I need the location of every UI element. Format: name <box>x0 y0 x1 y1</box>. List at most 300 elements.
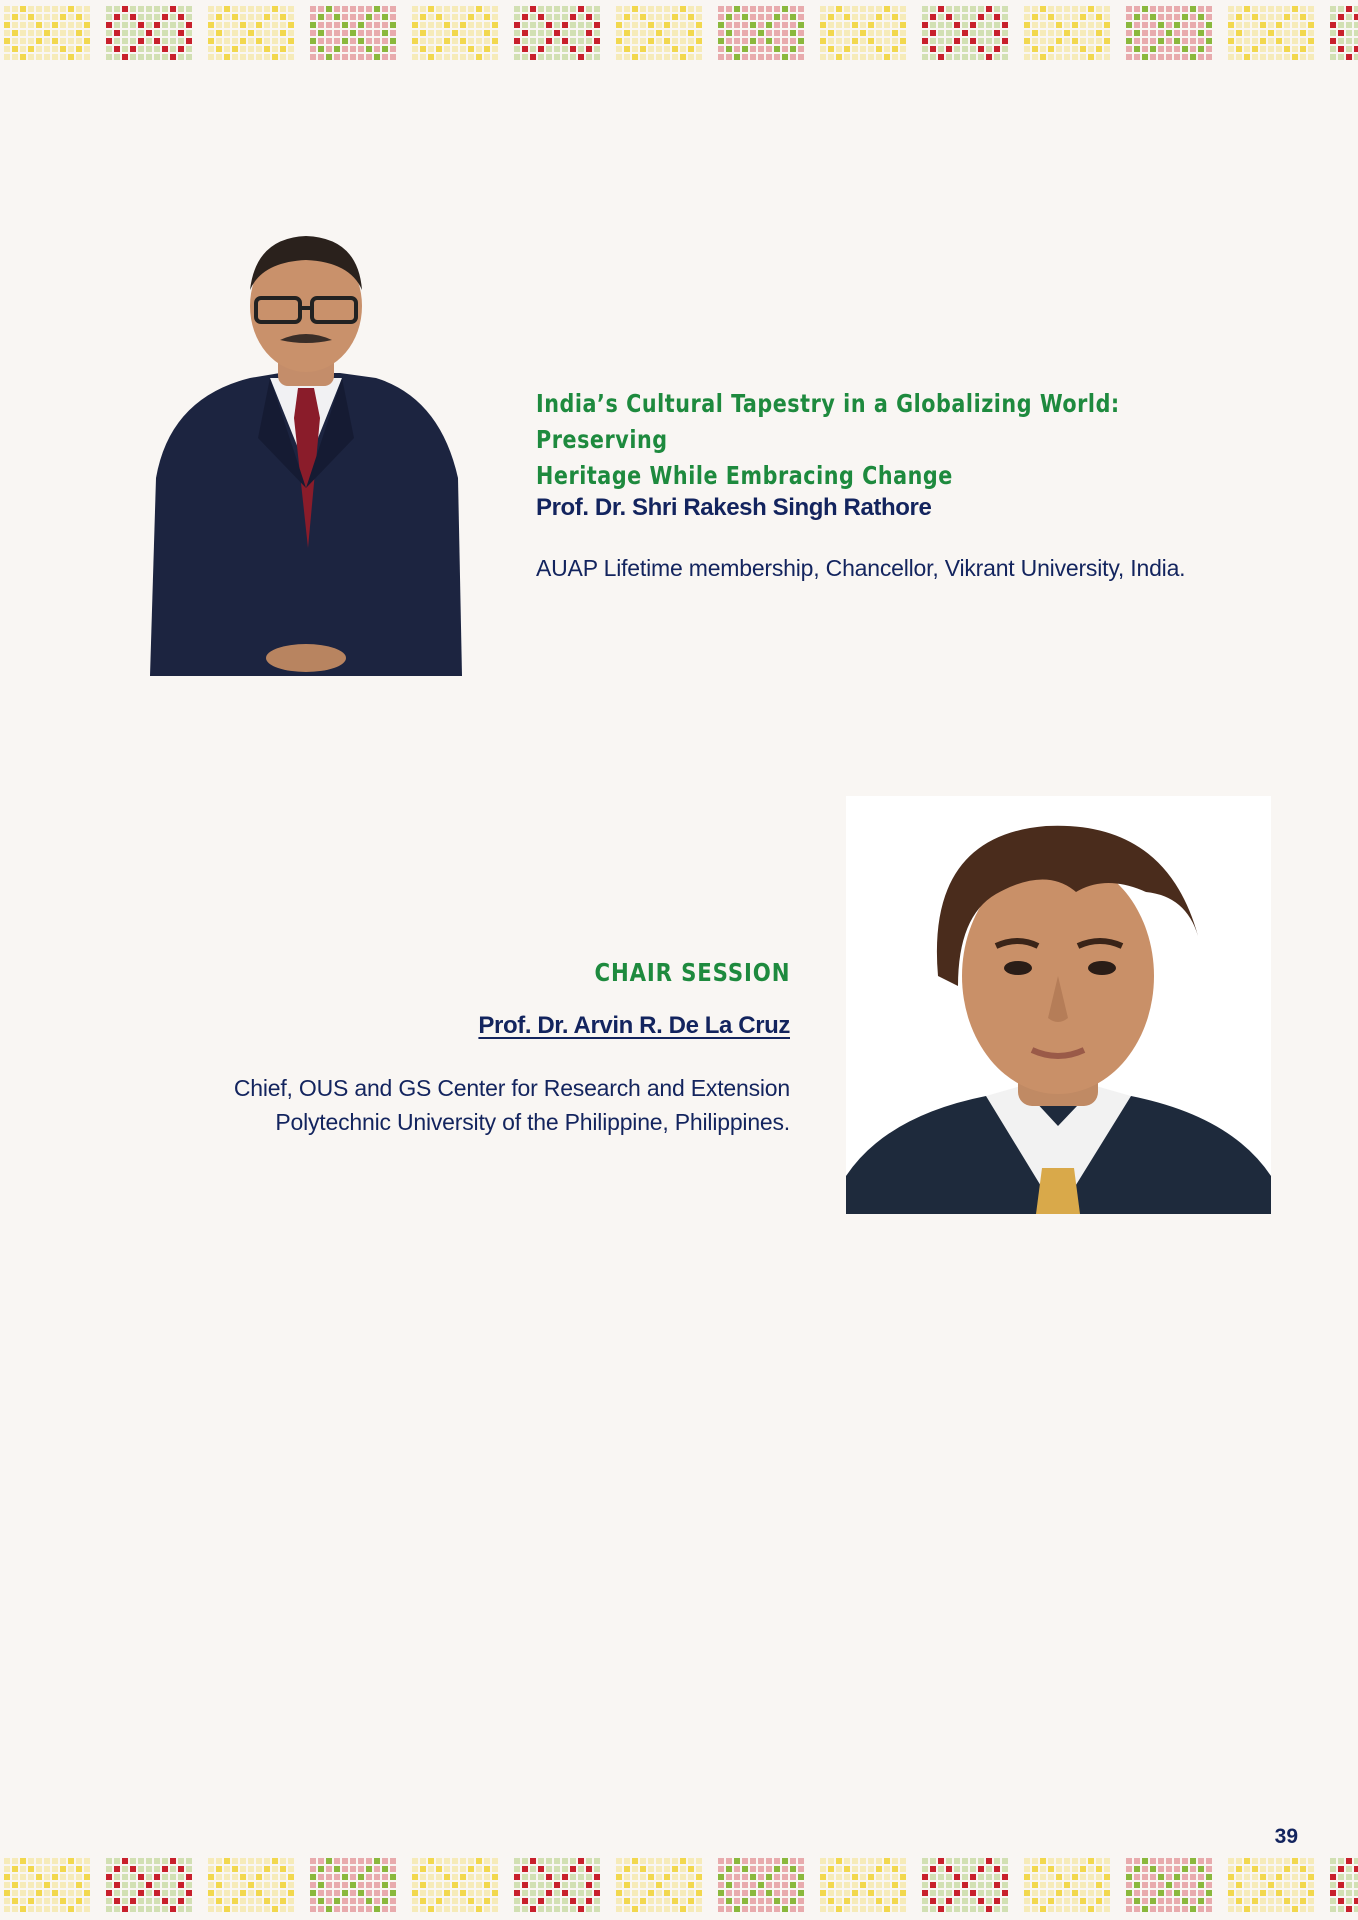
border-pixel <box>578 54 584 60</box>
border-pixel <box>1338 46 1344 52</box>
border-pixel <box>538 1890 544 1896</box>
border-pixel <box>758 1866 764 1872</box>
border-pixel <box>106 1882 112 1888</box>
border-pixel <box>76 1898 82 1904</box>
border-pixel <box>366 54 372 60</box>
border-pixel <box>342 1874 348 1880</box>
border-pixel <box>444 38 450 44</box>
border-pixel <box>280 6 286 12</box>
border-pixel <box>876 1906 882 1912</box>
border-pixel <box>954 1906 960 1912</box>
border-pixel <box>900 38 906 44</box>
border-pixel <box>538 38 544 44</box>
border-pixel <box>938 1858 944 1864</box>
border-pixel <box>860 46 866 52</box>
border-pixel <box>522 1874 528 1880</box>
border-pixel <box>790 1874 796 1880</box>
border-pixel <box>154 54 160 60</box>
border-pixel <box>688 1898 694 1904</box>
border-pixel <box>570 14 576 20</box>
border-pixel <box>790 14 796 20</box>
border-pixel <box>4 1858 10 1864</box>
border-pixel <box>342 1882 348 1888</box>
border-pixel <box>782 14 788 20</box>
border-pixel <box>76 1866 82 1872</box>
border-pixel <box>946 30 952 36</box>
chair-name: Prof. Dr. Arvin R. De La Cruz <box>478 1012 790 1039</box>
border-pixel <box>672 54 678 60</box>
border-pixel <box>452 1866 458 1872</box>
border-pixel <box>1096 1866 1102 1872</box>
border-pixel <box>1134 1906 1140 1912</box>
border-pixel <box>688 14 694 20</box>
border-pixel <box>12 1890 18 1896</box>
border-pixel <box>208 30 214 36</box>
border-pixel <box>1174 46 1180 52</box>
border-pixel <box>922 1874 928 1880</box>
border-pixel <box>616 1906 622 1912</box>
border-pixel <box>696 1866 702 1872</box>
border-pixel <box>1056 22 1062 28</box>
border-pixel <box>208 38 214 44</box>
border-pixel <box>1308 1866 1314 1872</box>
border-pixel <box>1150 1858 1156 1864</box>
border-pixel <box>420 1858 426 1864</box>
border-pixel <box>1040 38 1046 44</box>
border-pixel <box>578 1906 584 1912</box>
border-pixel <box>946 1866 952 1872</box>
border-pixel <box>264 1890 270 1896</box>
border-pixel <box>1268 6 1274 12</box>
border-pixel <box>1252 1906 1258 1912</box>
border-pixel <box>546 54 552 60</box>
border-pixel <box>522 1866 528 1872</box>
border-pixel <box>1024 30 1030 36</box>
border-pixel <box>938 1906 944 1912</box>
border-pixel <box>844 54 850 60</box>
border-pixel <box>570 30 576 36</box>
border-pixel <box>412 46 418 52</box>
border-pixel <box>122 1906 128 1912</box>
border-pixel <box>718 1890 724 1896</box>
border-pixel <box>766 30 772 36</box>
border-pixel <box>978 54 984 60</box>
border-pixel <box>1330 38 1336 44</box>
border-pixel <box>36 1858 42 1864</box>
border-pixel <box>60 38 66 44</box>
border-pixel <box>122 1898 128 1904</box>
border-pixel <box>350 22 356 28</box>
border-pixel <box>1244 46 1250 52</box>
border-pixel <box>594 46 600 52</box>
border-pixel <box>366 1882 372 1888</box>
border-pixel <box>44 1906 50 1912</box>
border-pixel <box>1088 1858 1094 1864</box>
border-pixel <box>76 22 82 28</box>
border-pixel <box>256 46 262 52</box>
border-pixel <box>350 46 356 52</box>
border-pixel <box>342 46 348 52</box>
border-pixel <box>1330 30 1336 36</box>
border-pixel <box>994 1898 1000 1904</box>
border-pixel <box>696 1898 702 1904</box>
border-pixel <box>1134 30 1140 36</box>
border-pixel <box>358 14 364 20</box>
border-pixel <box>688 54 694 60</box>
border-pixel <box>272 54 278 60</box>
border-pixel <box>868 1890 874 1896</box>
border-pixel <box>224 30 230 36</box>
border-pixel <box>114 1866 120 1872</box>
border-pixel <box>412 6 418 12</box>
border-pixel <box>718 1874 724 1880</box>
border-pixel <box>484 30 490 36</box>
border-pixel <box>798 1890 804 1896</box>
border-pixel <box>624 1866 630 1872</box>
border-pixel <box>484 1906 490 1912</box>
border-pixel <box>994 1866 1000 1872</box>
border-pixel <box>240 1866 246 1872</box>
border-pixel <box>1040 54 1046 60</box>
border-pixel <box>4 22 10 28</box>
border-pixel <box>514 30 520 36</box>
border-pixel <box>656 1890 662 1896</box>
border-pixel <box>1300 1874 1306 1880</box>
border-pixel <box>892 22 898 28</box>
border-pixel <box>530 1874 536 1880</box>
border-pixel <box>318 1858 324 1864</box>
border-pixel <box>264 1882 270 1888</box>
border-pixel <box>782 30 788 36</box>
border-pixel <box>256 6 262 12</box>
border-pixel <box>122 6 128 12</box>
border-pixel <box>36 46 42 52</box>
border-pixel <box>696 46 702 52</box>
border-pixel <box>334 54 340 60</box>
border-pixel <box>1268 30 1274 36</box>
border-pixel <box>1166 1866 1172 1872</box>
border-pixel <box>1024 1874 1030 1880</box>
border-pixel <box>1080 1890 1086 1896</box>
chair-affiliation <box>234 1071 790 1139</box>
border-pixel <box>1104 38 1110 44</box>
border-pixel <box>570 46 576 52</box>
border-pixel <box>624 38 630 44</box>
border-pixel <box>640 54 646 60</box>
border-pixel <box>790 22 796 28</box>
border-pixel <box>224 14 230 20</box>
border-pixel <box>358 1874 364 1880</box>
border-pixel <box>390 1890 396 1896</box>
border-pixel <box>734 1874 740 1880</box>
border-pixel <box>884 38 890 44</box>
border-pixel <box>428 54 434 60</box>
border-pixel <box>4 1898 10 1904</box>
border-pixel <box>366 1866 372 1872</box>
border-pixel <box>624 1906 630 1912</box>
border-pixel <box>146 1898 152 1904</box>
border-pixel <box>232 1874 238 1880</box>
border-pixel <box>1096 1906 1102 1912</box>
border-pixel <box>1080 1882 1086 1888</box>
border-pixel <box>326 14 332 20</box>
border-pixel <box>594 1866 600 1872</box>
border-pixel <box>868 1906 874 1912</box>
border-pixel <box>1190 6 1196 12</box>
border-pixel <box>68 54 74 60</box>
border-pixel <box>44 46 50 52</box>
border-pixel <box>1260 54 1266 60</box>
border-pixel <box>1276 6 1282 12</box>
border-pixel <box>326 1906 332 1912</box>
border-pixel <box>334 1906 340 1912</box>
border-pixel <box>836 14 842 20</box>
border-pixel <box>114 46 120 52</box>
border-pixel <box>758 22 764 28</box>
border-pixel <box>468 30 474 36</box>
border-pixel <box>586 1866 592 1872</box>
border-pixel <box>1292 14 1298 20</box>
border-pixel <box>412 1866 418 1872</box>
border-pixel <box>696 1890 702 1896</box>
border-pixel <box>1300 30 1306 36</box>
border-pixel <box>1002 38 1008 44</box>
border-pixel <box>358 1898 364 1904</box>
border-pixel <box>656 6 662 12</box>
border-pixel <box>1198 38 1204 44</box>
border-pixel <box>84 1874 90 1880</box>
border-pixel <box>1300 54 1306 60</box>
border-pixel <box>954 1874 960 1880</box>
border-pixel <box>1260 1874 1266 1880</box>
border-pixel <box>186 22 192 28</box>
border-pixel <box>1346 1906 1352 1912</box>
border-pixel <box>718 1898 724 1904</box>
border-pixel <box>656 22 662 28</box>
border-pixel <box>1048 30 1054 36</box>
border-pixel <box>742 46 748 52</box>
border-pixel <box>578 14 584 20</box>
border-pixel <box>154 46 160 52</box>
border-pixel <box>60 6 66 12</box>
border-pixel <box>492 1898 498 1904</box>
border-pixel <box>240 38 246 44</box>
border-pixel <box>892 54 898 60</box>
border-pixel <box>84 1866 90 1872</box>
border-pixel <box>1002 1906 1008 1912</box>
border-pixel <box>640 1858 646 1864</box>
border-pixel <box>774 22 780 28</box>
border-pixel <box>272 6 278 12</box>
border-pixel <box>994 14 1000 20</box>
border-pixel <box>114 6 120 12</box>
border-pixel <box>484 1898 490 1904</box>
border-pixel <box>1158 22 1164 28</box>
border-pixel <box>484 1858 490 1864</box>
border-pixel <box>836 1858 842 1864</box>
border-pixel <box>624 30 630 36</box>
border-pixel <box>114 30 120 36</box>
border-pixel <box>1142 30 1148 36</box>
border-pixel <box>12 46 18 52</box>
border-pixel <box>452 1898 458 1904</box>
border-pixel <box>106 46 112 52</box>
border-pixel <box>76 38 82 44</box>
border-pixel <box>1080 1858 1086 1864</box>
border-pixel <box>122 38 128 44</box>
border-pixel <box>154 38 160 44</box>
border-pixel <box>154 6 160 12</box>
border-pixel <box>782 22 788 28</box>
border-pixel <box>954 1890 960 1896</box>
border-pixel <box>358 22 364 28</box>
border-pixel <box>130 1858 136 1864</box>
border-pixel <box>1048 46 1054 52</box>
border-pixel <box>420 38 426 44</box>
border-pixel <box>1182 1890 1188 1896</box>
border-pixel <box>366 1898 372 1904</box>
border-pixel <box>876 22 882 28</box>
border-pixel <box>288 54 294 60</box>
chair-affiliation-line-1: Chief, OUS and GS Center for Research and Extension <box>233 1075 790 1101</box>
border-pixel <box>562 1890 568 1896</box>
border-pixel <box>1330 54 1336 60</box>
border-pixel <box>522 14 528 20</box>
border-pixel <box>930 22 936 28</box>
border-pixel <box>468 22 474 28</box>
border-pixel <box>648 30 654 36</box>
border-pixel <box>154 1882 160 1888</box>
border-pixel <box>616 1890 622 1896</box>
border-pixel <box>962 22 968 28</box>
border-pixel <box>586 6 592 12</box>
border-pixel <box>758 1874 764 1880</box>
border-pixel <box>1096 54 1102 60</box>
border-pixel <box>374 22 380 28</box>
border-pixel <box>1088 22 1094 28</box>
border-pixel <box>696 14 702 20</box>
border-pixel <box>522 22 528 28</box>
border-pixel <box>1166 54 1172 60</box>
border-pixel <box>146 1882 152 1888</box>
border-pixel <box>962 54 968 60</box>
border-pixel <box>138 14 144 20</box>
border-pixel <box>138 6 144 12</box>
border-pixel <box>1032 30 1038 36</box>
border-pixel <box>798 30 804 36</box>
border-pixel <box>688 1874 694 1880</box>
border-pixel <box>954 38 960 44</box>
border-pixel <box>146 22 152 28</box>
border-pixel <box>310 1866 316 1872</box>
border-pixel <box>696 38 702 44</box>
border-pixel <box>1064 22 1070 28</box>
border-pixel <box>1032 22 1038 28</box>
speaker-name: Prof. Dr. Shri Rakesh Singh Rathore <box>536 494 932 521</box>
border-pixel <box>868 14 874 20</box>
border-pixel <box>232 1858 238 1864</box>
border-pixel <box>146 1906 152 1912</box>
border-pixel <box>1338 1906 1344 1912</box>
border-pixel <box>412 1882 418 1888</box>
border-pixel <box>742 1858 748 1864</box>
border-pixel <box>742 1890 748 1896</box>
border-pixel <box>1174 30 1180 36</box>
border-pixel <box>538 22 544 28</box>
border-pixel <box>1206 30 1212 36</box>
border-pixel <box>1096 30 1102 36</box>
border-pixel <box>962 6 968 12</box>
border-pixel <box>350 1874 356 1880</box>
border-pixel <box>1330 1866 1336 1872</box>
border-pixel <box>412 1890 418 1896</box>
border-pixel <box>272 30 278 36</box>
border-pixel <box>248 1874 254 1880</box>
border-pixel <box>1174 1898 1180 1904</box>
border-pixel <box>986 6 992 12</box>
border-pixel <box>892 1858 898 1864</box>
border-pixel <box>586 1858 592 1864</box>
border-pixel <box>334 22 340 28</box>
border-pixel <box>616 1858 622 1864</box>
border-pixel <box>852 30 858 36</box>
border-pixel <box>922 14 928 20</box>
border-pixel <box>240 1858 246 1864</box>
border-pixel <box>1252 1890 1258 1896</box>
border-pixel <box>60 14 66 20</box>
border-pixel <box>758 14 764 20</box>
border-pixel <box>1032 38 1038 44</box>
border-pixel <box>68 46 74 52</box>
border-pixel <box>1228 46 1234 52</box>
border-pixel <box>892 6 898 12</box>
border-pixel <box>1080 1874 1086 1880</box>
border-pixel <box>130 1906 136 1912</box>
border-pixel <box>1252 30 1258 36</box>
border-pixel <box>994 22 1000 28</box>
border-pixel <box>640 1890 646 1896</box>
border-pixel <box>790 38 796 44</box>
border-pixel <box>84 1882 90 1888</box>
border-pixel <box>280 22 286 28</box>
border-pixel <box>844 14 850 20</box>
border-pixel <box>248 6 254 12</box>
border-pixel <box>170 54 176 60</box>
border-pixel <box>640 1898 646 1904</box>
border-pixel <box>1292 1898 1298 1904</box>
border-pixel <box>1330 22 1336 28</box>
border-pixel <box>1276 1906 1282 1912</box>
border-pixel <box>44 30 50 36</box>
border-pixel <box>672 1898 678 1904</box>
border-pixel <box>68 1898 74 1904</box>
border-pixel <box>452 6 458 12</box>
border-pixel <box>774 1906 780 1912</box>
border-pixel <box>938 46 944 52</box>
border-pixel <box>318 54 324 60</box>
border-pixel <box>1198 6 1204 12</box>
border-pixel <box>460 54 466 60</box>
border-pixel <box>1024 1898 1030 1904</box>
border-pixel <box>1174 1890 1180 1896</box>
border-pixel <box>836 1890 842 1896</box>
border-pixel <box>860 1858 866 1864</box>
border-pixel <box>782 1890 788 1896</box>
border-pixel <box>514 1858 520 1864</box>
border-pixel <box>632 54 638 60</box>
border-pixel <box>256 22 262 28</box>
border-pixel <box>138 30 144 36</box>
